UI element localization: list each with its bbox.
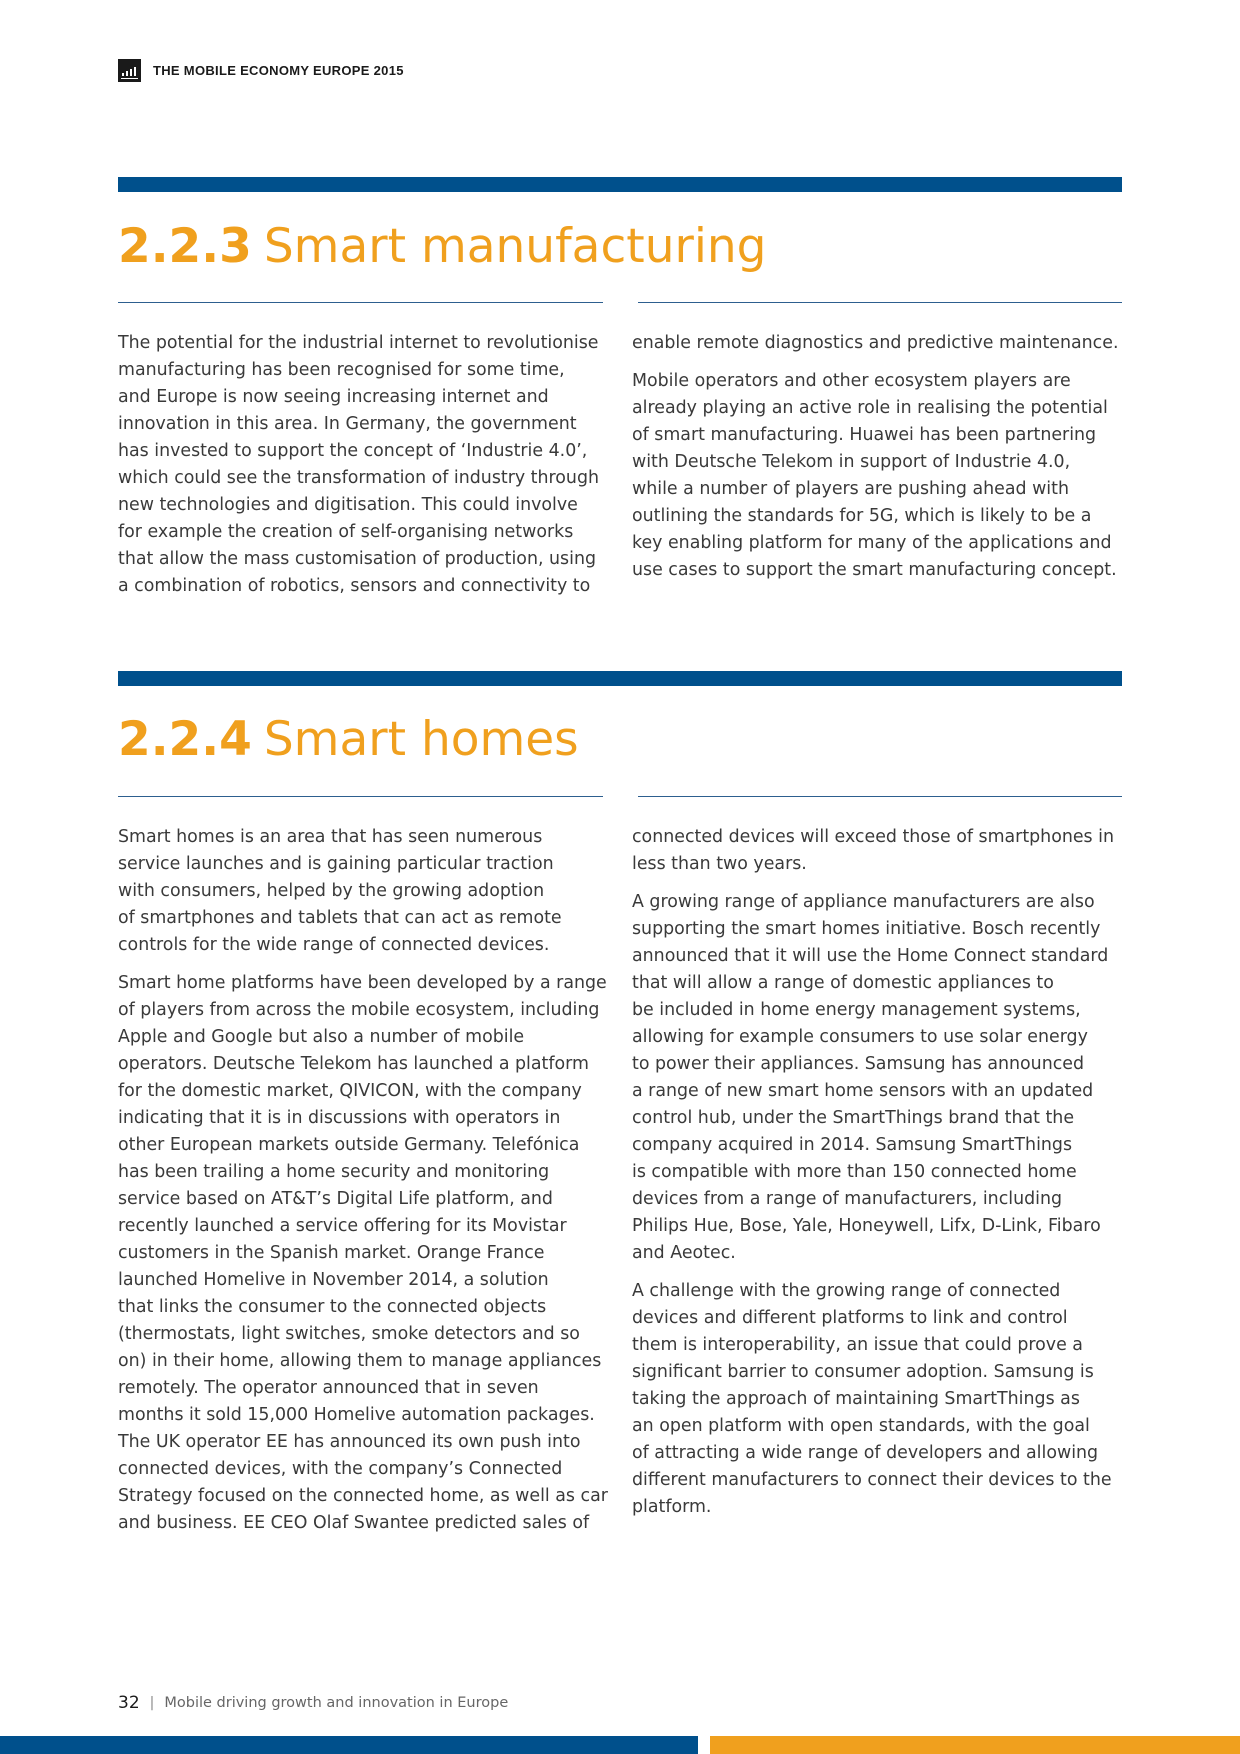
text-line: customers in the Spanish market. Orange France [118, 1243, 545, 1263]
text-line: connected devices will exceed those of smartphones in [632, 827, 1115, 847]
text-line: key enabling platform for many of the applications and [632, 533, 1112, 553]
body-column-left [118, 824, 618, 1548]
section-title: Smart manufacturing [263, 219, 767, 274]
text-line: has been trailing a home security and monitoring [118, 1162, 550, 1182]
text-line: with Deutsche Telekom in support of Industrie 4.0, [632, 452, 1071, 472]
text-line: has invested to support the concept of ‘Industrie 4.0’, [118, 441, 588, 461]
text-line: announced that it will use the Home Connect standard [632, 946, 1109, 966]
text-line: A growing range of appliance manufacturers are also [632, 892, 1095, 912]
text-line: significant barrier to consumer adoption. Samsung is [632, 1362, 1094, 1382]
publication-title: THE MOBILE ECONOMY EUROPE 2015 [153, 63, 404, 78]
page-number: 32 [118, 1693, 140, 1713]
paragraph [118, 970, 618, 1537]
text-line: to power their appliances. Samsung has announced [632, 1054, 1085, 1074]
paragraph [632, 368, 1132, 584]
text-line: and business. EE CEO Olaf Swantee predicted sales of [118, 1513, 590, 1533]
text-line: that links the consumer to the connected objects [118, 1297, 547, 1317]
text-line: while a number of players are pushing ahead with [632, 479, 1069, 499]
text-line: platform. [632, 1497, 712, 1517]
text-line: and Aeotec. [632, 1243, 736, 1263]
text-line: indicating that it is in discussions with operators in [118, 1108, 561, 1128]
text-line: new technologies and digitisation. This could involve [118, 495, 578, 515]
column-rule-right [638, 302, 1122, 303]
text-line: operators. Deutsche Telekom has launched a platform [118, 1054, 589, 1074]
text-line: for the domestic market, QIVICON, with the company [118, 1081, 582, 1101]
text-line: taking the approach of maintaining SmartThings as [632, 1389, 1080, 1409]
text-line: launched Homelive in November 2014, a solution [118, 1270, 549, 1290]
text-line: outlining the standards for 5G, which is likely to be a [632, 506, 1092, 526]
text-line: of players from across the mobile ecosystem, including [118, 1000, 600, 1020]
text-line: be included in home energy management systems, [632, 1000, 1081, 1020]
footer-bar-orange [710, 1736, 1240, 1754]
text-line: innovation in this area. In Germany, the government [118, 414, 577, 434]
paragraph [632, 889, 1132, 1267]
text-line: is compatible with more than 150 connected home [632, 1162, 1077, 1182]
text-line: less than two years. [632, 854, 807, 874]
text-line: a combination of robotics, sensors and connectivity to [118, 576, 591, 596]
text-line: an open platform with open standards, with the goal [632, 1416, 1090, 1436]
text-line: of attracting a wide range of developers and allowing [632, 1443, 1099, 1463]
paragraph [118, 824, 618, 959]
section-heading-smart-homes [118, 710, 579, 770]
text-line: Smart homes is an area that has seen numerous [118, 827, 543, 847]
column-rule-left [118, 302, 603, 303]
text-line: service based on AT&T’s Digital Life platform, and [118, 1189, 553, 1209]
body-column-right [632, 330, 1132, 595]
paragraph [632, 824, 1132, 878]
text-line: on) in their home, allowing them to manage appliances [118, 1351, 602, 1371]
text-line: Apple and Google but also a number of mobile [118, 1027, 525, 1047]
text-line: control hub, under the SmartThings brand that the [632, 1108, 1075, 1128]
paragraph [632, 330, 1132, 357]
body-column-right [632, 824, 1132, 1532]
text-line: service launches and is gaining particular traction [118, 854, 554, 874]
footer-separator: | [149, 1695, 155, 1711]
text-line: months it sold 15,000 Homelive automation packages. [118, 1405, 595, 1425]
footer-bar-blue [0, 1736, 698, 1754]
text-line: enable remote diagnostics and predictive maintenance. [632, 333, 1119, 353]
text-line: Smart home platforms have been developed by a range [118, 973, 607, 993]
text-line: that will allow a range of domestic appliances to [632, 973, 1054, 993]
text-line: already playing an active role in realising the potential [632, 398, 1108, 418]
text-line: company acquired in 2014. Samsung SmartThings [632, 1135, 1073, 1155]
text-line: with consumers, helped by the growing adoption [118, 881, 545, 901]
text-line: remotely. The operator announced that in seven [118, 1378, 539, 1398]
section-number: 2.2.4 [118, 712, 252, 767]
text-line: recently launched a service offering for its Movistar [118, 1216, 567, 1236]
section-divider-bar [118, 671, 1122, 686]
text-line: them is interoperability, an issue that could prove a [632, 1335, 1083, 1355]
text-line: allowing for example consumers to use solar energy [632, 1027, 1088, 1047]
paragraph [632, 1278, 1132, 1521]
text-line: Strategy focused on the connected home, as well as car [118, 1486, 608, 1506]
footer-caption: Mobile driving growth and innovation in Europe [164, 1695, 509, 1711]
text-line: (thermostats, light switches, smoke detectors and so [118, 1324, 580, 1344]
section-divider-bar [118, 177, 1122, 192]
text-line: The potential for the industrial internet to revolutionise [118, 333, 599, 353]
text-line: devices from a range of manufacturers, including [632, 1189, 1063, 1209]
section-number: 2.2.3 [118, 219, 252, 274]
section-title: Smart homes [263, 712, 579, 767]
text-line: which could see the transformation of industry through [118, 468, 600, 488]
text-line: A challenge with the growing range of connected [632, 1281, 1061, 1301]
text-line: connected devices, with the company’s Connected [118, 1459, 563, 1479]
text-line: Philips Hue, Bose, Yale, Honeywell, Lifx, D-Link, Fibaro [632, 1216, 1101, 1236]
body-column-left [118, 330, 618, 611]
text-line: for example the creation of self-organising networks [118, 522, 574, 542]
text-line: different manufacturers to connect their devices to the [632, 1470, 1112, 1490]
text-line: of smartphones and tablets that can act as remote [118, 908, 562, 928]
text-line: that allow the mass customisation of production, using [118, 549, 597, 569]
column-rule-left [118, 796, 603, 797]
text-line: manufacturing has been recognised for some time, [118, 360, 565, 380]
text-line: supporting the smart homes initiative. Bosch recently [632, 919, 1101, 939]
page-footer [118, 1693, 508, 1713]
gsma-logo-icon [118, 59, 141, 82]
column-rule-right [638, 796, 1122, 797]
text-line: use cases to support the smart manufacturing concept. [632, 560, 1117, 580]
text-line: controls for the wide range of connected devices. [118, 935, 550, 955]
text-line: devices and different platforms to link and control [632, 1308, 1068, 1328]
text-line: other European markets outside Germany. Telefónica [118, 1135, 580, 1155]
section-heading-smart-manufacturing [118, 217, 767, 277]
text-line: and Europe is now seeing increasing internet and [118, 387, 549, 407]
text-line: of smart manufacturing. Huawei has been partnering [632, 425, 1097, 445]
text-line: Mobile operators and other ecosystem players are [632, 371, 1071, 391]
document-header [118, 59, 404, 82]
paragraph [118, 330, 618, 600]
text-line: The UK operator EE has announced its own push into [118, 1432, 581, 1452]
text-line: a range of new smart home sensors with an updated [632, 1081, 1094, 1101]
